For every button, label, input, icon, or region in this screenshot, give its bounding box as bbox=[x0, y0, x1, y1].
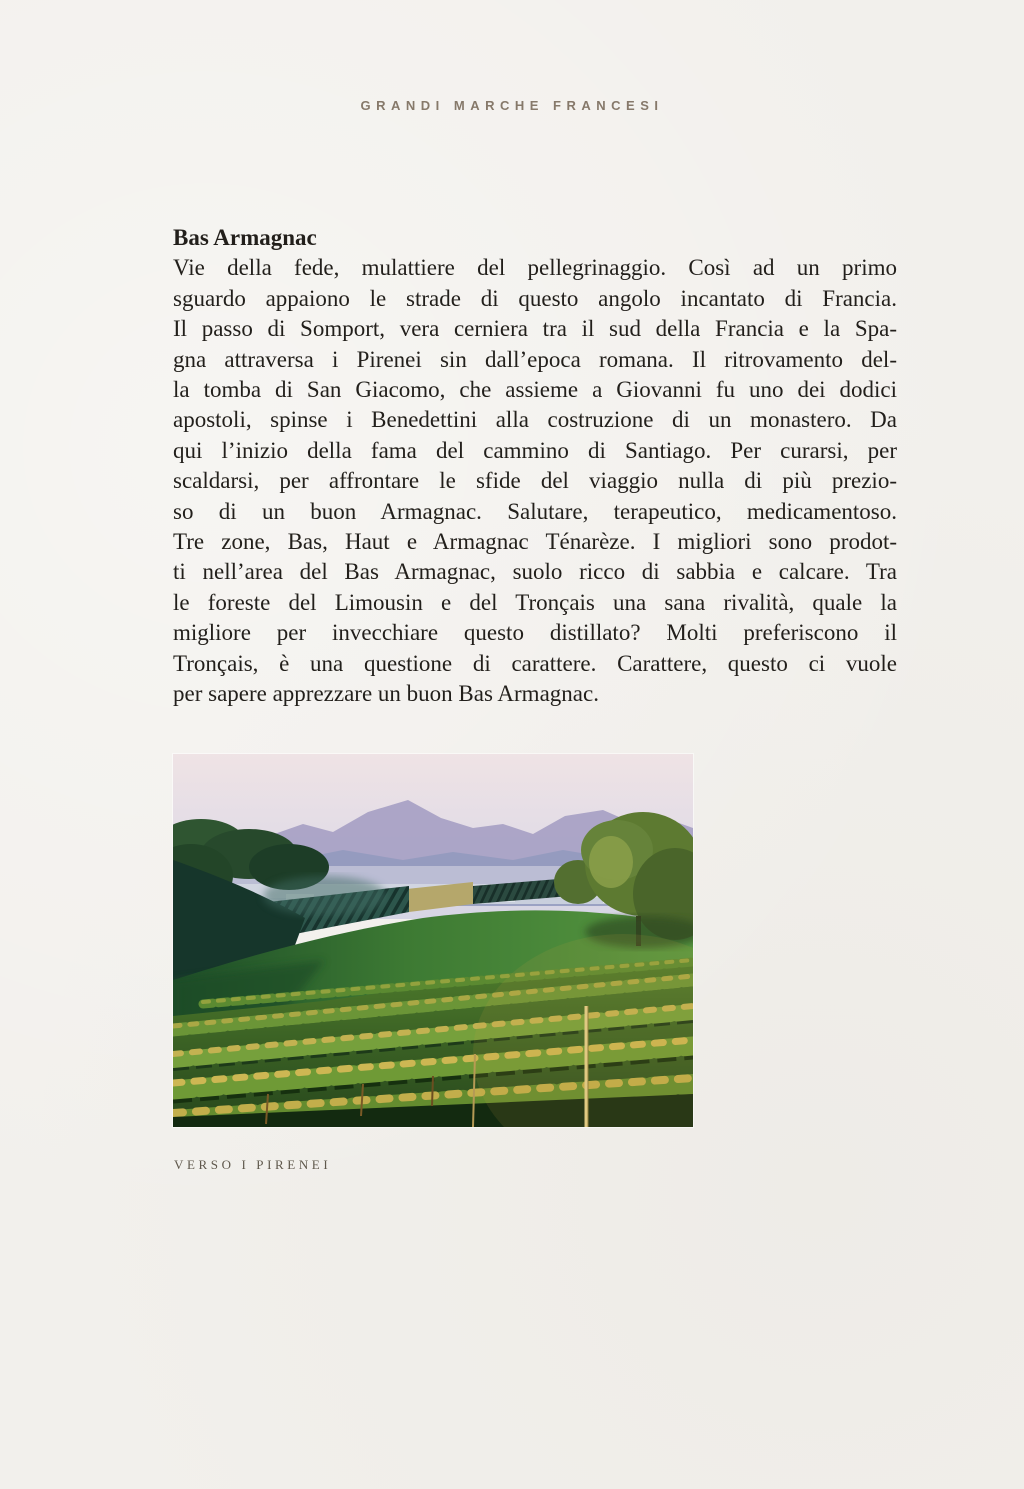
body-line: ti nell’area del Bas Armagnac, suolo ricco di sabbia e calcare. Tra bbox=[173, 559, 897, 585]
body-line: Vie della fede, mulattiere del pellegrinaggio. Così ad un primo bbox=[173, 255, 897, 281]
photo-caption: VERSO I PIRENEI bbox=[174, 1157, 332, 1172]
body-line: sguardo appaiono le strade di questo angolo incantato di Francia. bbox=[173, 285, 897, 311]
body-line: so di un buon Armagnac. Salutare, terapeutico, medicamentoso. bbox=[173, 498, 897, 524]
body-line: le foreste del Limousin e del Tronçais una sana rivalità, quale la bbox=[173, 589, 897, 615]
body-line: qui l’inizio della fama del cammino di Santiago. Per curarsi, per bbox=[173, 437, 897, 463]
running-header: GRANDI MARCHE FRANCESI bbox=[360, 98, 664, 113]
body-line: scaldarsi, per affrontare le sfide del viaggio nulla di più prezio- bbox=[173, 468, 897, 494]
article-title: Bas Armagnac bbox=[173, 225, 317, 250]
body-line: per sapere apprezzare un buon Bas Armagnac. bbox=[173, 681, 599, 707]
body-line: gna attraversa i Pirenei sin dall’epoca romana. Il ritrovamento del- bbox=[173, 346, 897, 372]
body-line: Tronçais, è una questione di carattere. Carattere, questo ci vuole bbox=[173, 650, 897, 676]
body-line: Tre zone, Bas, Haut e Armagnac Ténarèze. I migliori sono prodot- bbox=[173, 529, 897, 555]
vineyard-photo-illustration bbox=[173, 754, 693, 1127]
body-line: la tomba di San Giacomo, che assieme a Giovanni fu uno dei dodici bbox=[173, 377, 897, 403]
article-body bbox=[173, 223, 897, 710]
body-line: Il passo di Somport, vera cerniera tra il sud della Francia e la Spa- bbox=[173, 316, 897, 342]
body-line: apostoli, spinse i Benedettini alla costruzione di un monastero. Da bbox=[173, 407, 897, 433]
body-line: migliore per invecchiare questo distillato? Molti preferiscono il bbox=[173, 620, 897, 646]
vineyard-photo bbox=[173, 754, 693, 1127]
